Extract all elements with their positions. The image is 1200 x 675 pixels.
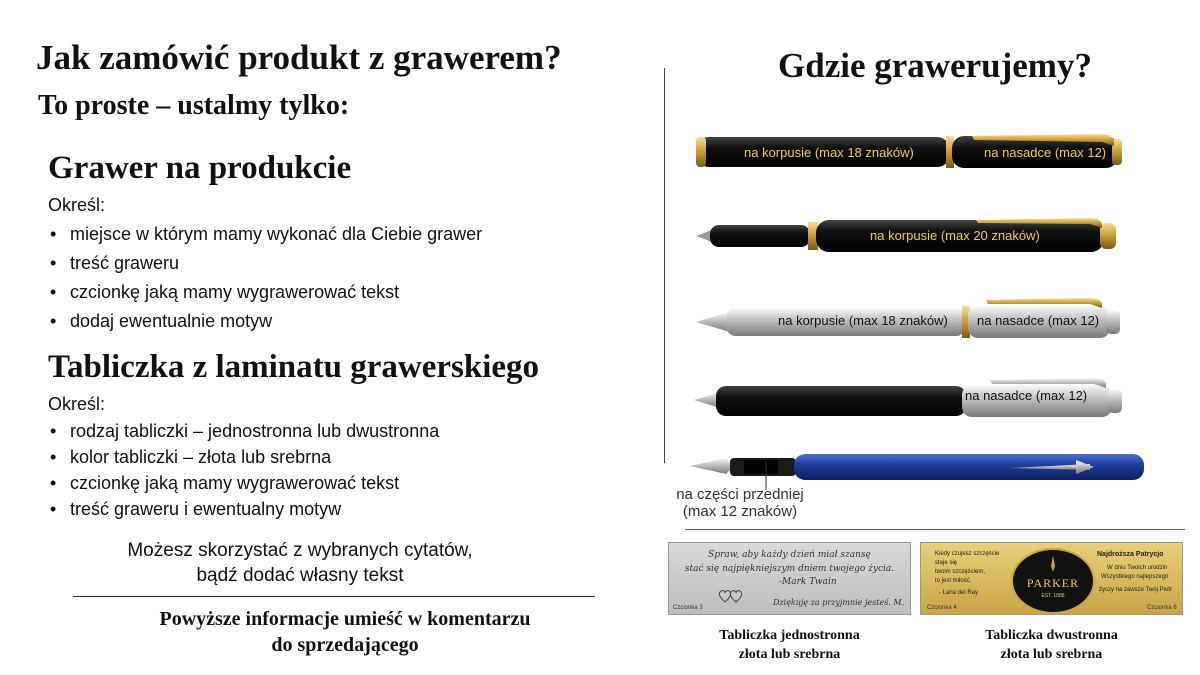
list-item-text: treść graweru i ewentualny motyw	[70, 499, 342, 519]
plate1-author: -Mark Twain	[779, 577, 837, 587]
list-item-text: czcionkę jaką mamy wygrawerować tekst	[70, 282, 400, 302]
list-item-text: dodaj ewentualnie motyw	[70, 311, 273, 331]
pen-5-front-engraving	[660, 486, 820, 520]
bullet-icon: •	[50, 421, 57, 441]
column-divider	[664, 68, 665, 463]
plate1-signature: Dziękuję za przyjmnie jesteś. M.	[773, 598, 905, 607]
plate2-author: - Lana del Ray	[939, 590, 979, 596]
quotes-note-line: bądź dodać własny tekst	[196, 565, 404, 586]
pointer-line	[756, 462, 776, 492]
engraving-locations-title: Gdzie grawerujemy?	[778, 46, 1092, 85]
hearts-icon	[717, 587, 747, 605]
plate-caption-line: złota lub srebrna	[1000, 647, 1103, 662]
plate2-right-line: W dniu Twoich urodzin	[1107, 565, 1168, 571]
list-item	[48, 470, 439, 496]
quotes-note	[100, 538, 500, 588]
plate2-font-label-left: Czcionka 4	[927, 605, 957, 611]
page-title: Jak zamówić produkt z grawerem?	[36, 38, 562, 77]
single-sided-plate-sample	[668, 542, 911, 615]
bullet-icon: •	[50, 224, 57, 244]
plate1-font-label: Czcionka 3	[673, 605, 703, 611]
pen-1-cap-engraving: na nasadce (max 12)	[984, 145, 1107, 160]
plate1-quote-line: stać się najpiękniejszym dniem twojego życia.	[684, 564, 895, 574]
bullet-icon: •	[50, 311, 57, 331]
plate2-right-line: Wszystkiego najlepszego	[1101, 574, 1169, 580]
list-item-text: treść graweru	[70, 253, 180, 273]
plate-caption-line: złota lub srebrna	[738, 647, 841, 662]
single-sided-plate-caption	[668, 626, 911, 664]
double-sided-plate-caption	[920, 626, 1183, 664]
divider	[685, 529, 1185, 530]
bullet-icon: •	[50, 473, 57, 493]
seller-comment-line: do sprzedającego	[271, 634, 419, 656]
list-item-text: kolor tabliczki – złota lub srebrna	[70, 447, 332, 467]
divider	[73, 596, 595, 597]
section-okresl-label: Określ:	[48, 394, 106, 414]
bullet-icon: •	[50, 282, 57, 302]
list-item	[48, 496, 439, 522]
list-item	[48, 418, 439, 444]
pen-5-front-line: na części przedniej	[676, 486, 804, 503]
list-item	[48, 250, 482, 279]
plate2-quote-line: twoim szczęściem,	[935, 569, 986, 575]
parker-logo-sub: EST. 1888	[1041, 593, 1065, 599]
pen-5-front-line: (max 12 znaków)	[682, 503, 798, 520]
double-sided-plate-sample	[920, 542, 1183, 615]
plate2-quote-line: Kiedy czujesz szczęście	[935, 551, 1000, 557]
list-item-text: czcionkę jaką mamy wygrawerować tekst	[70, 473, 400, 493]
plate2-right-line: życzy na zawsze Twój Piotr	[1099, 587, 1172, 593]
bullet-icon: •	[50, 447, 57, 467]
plate-requirements-list	[48, 418, 439, 522]
list-item-text: miejsce w którym mamy wykonać dla Ciebie grawer	[70, 224, 483, 244]
list-item	[48, 444, 439, 470]
bullet-icon: •	[50, 499, 57, 519]
pen-3-cap-engraving: na nasadce (max 12)	[977, 313, 1100, 328]
parker-logo	[1011, 548, 1095, 614]
section-okresl-label: Określ:	[48, 195, 106, 215]
plate2-right-title: Najdroższa Patrycjo	[1097, 551, 1164, 558]
bullet-icon: •	[50, 253, 57, 273]
page-subtitle: To proste – ustalmy tylko:	[38, 90, 350, 121]
plate-caption-line: Tabliczka jednostronna	[719, 628, 860, 643]
plate2-quote-line: to jest miłość.	[935, 578, 972, 584]
pen-3-body-engraving: na korpusie (max 18 znaków)	[778, 313, 948, 328]
plate1-quote-line: Spraw, aby każdy dzień miał szansę	[708, 550, 871, 560]
engraving-requirements-list	[48, 221, 482, 337]
section-heading-engraving: Grawer na produkcie	[48, 150, 352, 186]
plate-caption-line: Tabliczka dwustronna	[985, 628, 1118, 643]
plate2-font-label-right: Czcionka 6	[1147, 605, 1177, 611]
parker-logo-text: PARKER	[1026, 576, 1080, 590]
section-heading-plate: Tabliczka z laminatu grawerskiego	[48, 349, 540, 385]
plate2-quote-line: staje się	[935, 560, 958, 566]
quotes-note-line: Możesz skorzystać z wybranych cytatów,	[127, 540, 473, 561]
list-item	[48, 279, 482, 308]
list-item-text: rodzaj tabliczki – jednostronna lub dwustronna	[70, 421, 440, 441]
seller-comment-note	[60, 606, 630, 658]
pen-2-body-engraving: na korpusie (max 20 znaków)	[870, 228, 1040, 243]
list-item	[48, 221, 482, 250]
list-item	[48, 308, 482, 337]
pen-4-cap-engraving: na nasadce (max 12)	[965, 388, 1088, 403]
parker-arrow-icon	[1047, 556, 1059, 572]
seller-comment-line: Powyższe informacje umieść w komentarzu	[159, 608, 531, 630]
pen-1-body-engraving: na korpusie (max 18 znaków)	[744, 145, 914, 160]
